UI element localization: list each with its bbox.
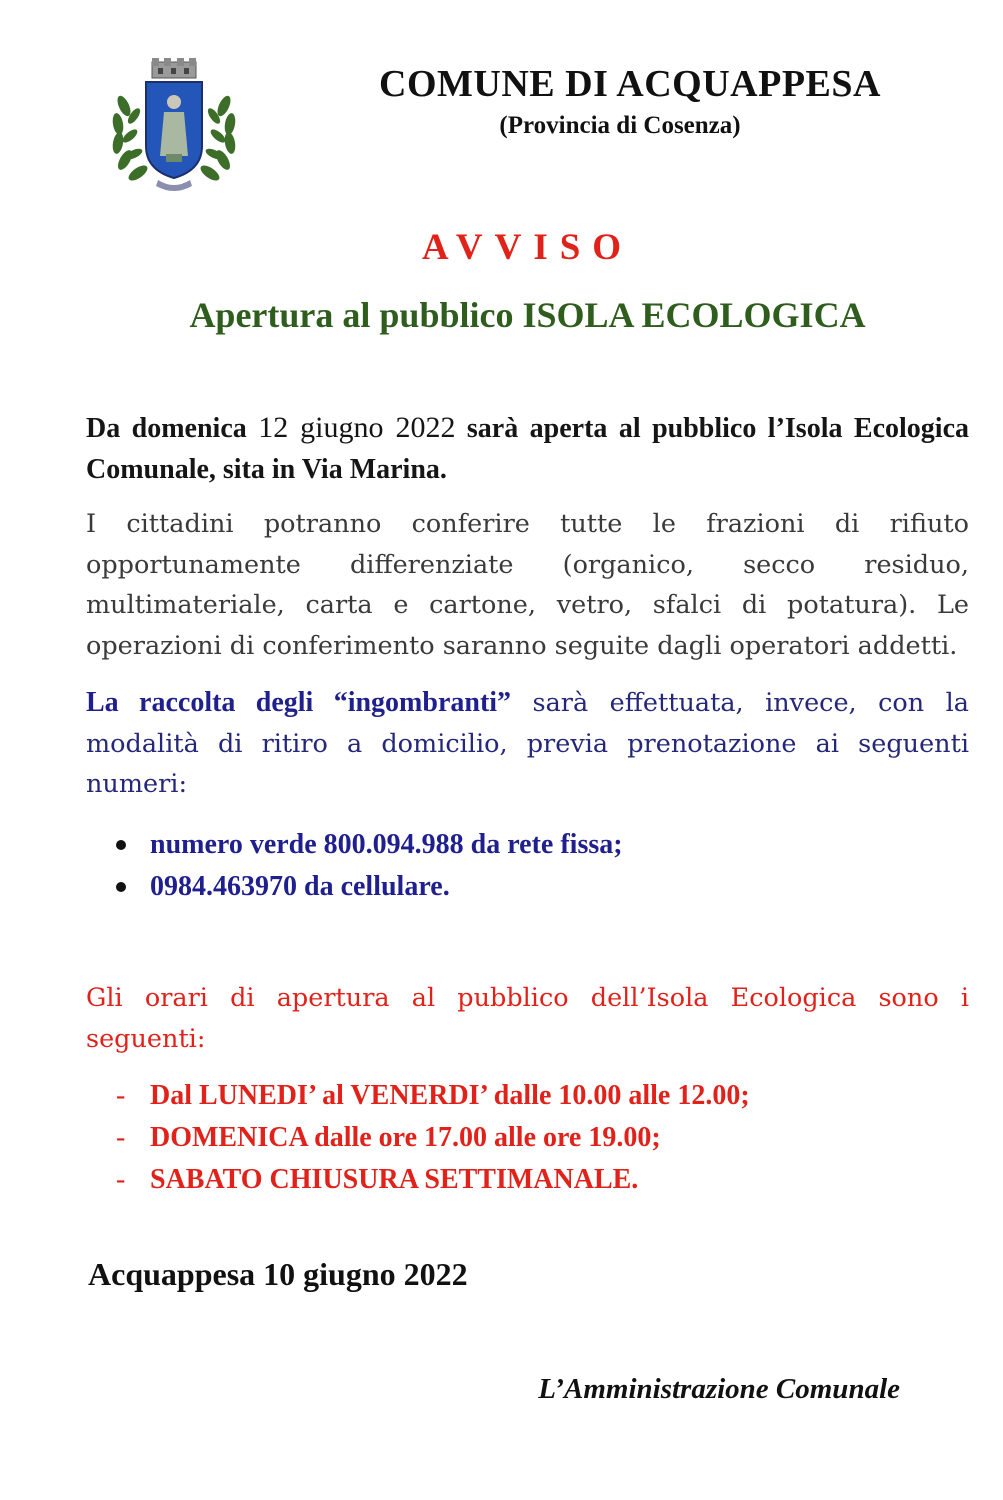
dash-marker: -	[116, 1164, 126, 1195]
opening-hours-list	[112, 1075, 972, 1201]
opening-date: 12 giugno 2022	[258, 411, 456, 444]
waste-fractions-paragraph: I cittadini potranno conferire tutte le frazioni di rifiuto opportunamente differenziate (organico, secco residuo, multimateriale, carta e cartone, vetro, sfalci di potatura). Le operazioni di conferimento saranno seguite dagli operatori addetti.	[86, 509, 969, 661]
municipal-crest-icon	[106, 56, 242, 196]
bulky-waste-paragraph	[86, 683, 969, 805]
hours-weekdays: Dal LUNEDI’ al VENERDI’ dalle 10.00 alle 12.00;	[150, 1080, 750, 1111]
list-item	[112, 1075, 972, 1117]
dash-marker: -	[116, 1122, 126, 1153]
bullet-dot-icon	[116, 840, 126, 850]
bullet-dot-icon	[116, 882, 126, 892]
contact-number-landline: numero verde 800.094.988 da rete fissa;	[150, 829, 623, 860]
bulky-waste-lead: La raccolta degli “ingombranti”	[86, 687, 512, 718]
list-item	[112, 1117, 972, 1159]
contact-numbers-list	[112, 824, 972, 908]
contact-number-mobile: 0984.463970 da cellulare.	[150, 871, 450, 902]
list-item	[112, 824, 972, 866]
hours-saturday: SABATO CHIUSURA SETTIMANALE.	[150, 1164, 639, 1195]
hours-sunday: DOMENICA dalle ore 17.00 alle ore 19.00;	[150, 1122, 661, 1153]
signature: L’Amministrazione Comunale	[538, 1373, 900, 1405]
list-item	[112, 1159, 972, 1201]
bulky-waste-text: sarà effettuata, invece, con la modalità di ritiro a domicilio, previa prenotazione ai seguenti numeri:	[86, 688, 969, 799]
opening-text-end: sarà aperta al pubblico l’Isola Ecologica Comunale, sita in Via Marina.	[86, 413, 970, 485]
opening-hours-intro: Gli orari di apertura al pubblico dell’Isola Ecologica sono i seguenti:	[86, 983, 969, 1054]
province-subtitle: (Provincia di Cosenza)	[499, 112, 741, 139]
opening-text-start: Da domenica	[86, 413, 259, 444]
municipality-title: COMUNE DI ACQUAPPESA	[379, 63, 881, 105]
opening-paragraph	[86, 408, 969, 490]
place-and-date: Acquappesa 10 giugno 2022	[88, 1256, 468, 1292]
notice-heading: AVVISO	[421, 227, 634, 268]
notice-subject: Apertura al pubblico ISOLA ECOLOGICA	[189, 295, 866, 335]
list-item	[112, 866, 972, 908]
dash-marker: -	[116, 1080, 126, 1111]
